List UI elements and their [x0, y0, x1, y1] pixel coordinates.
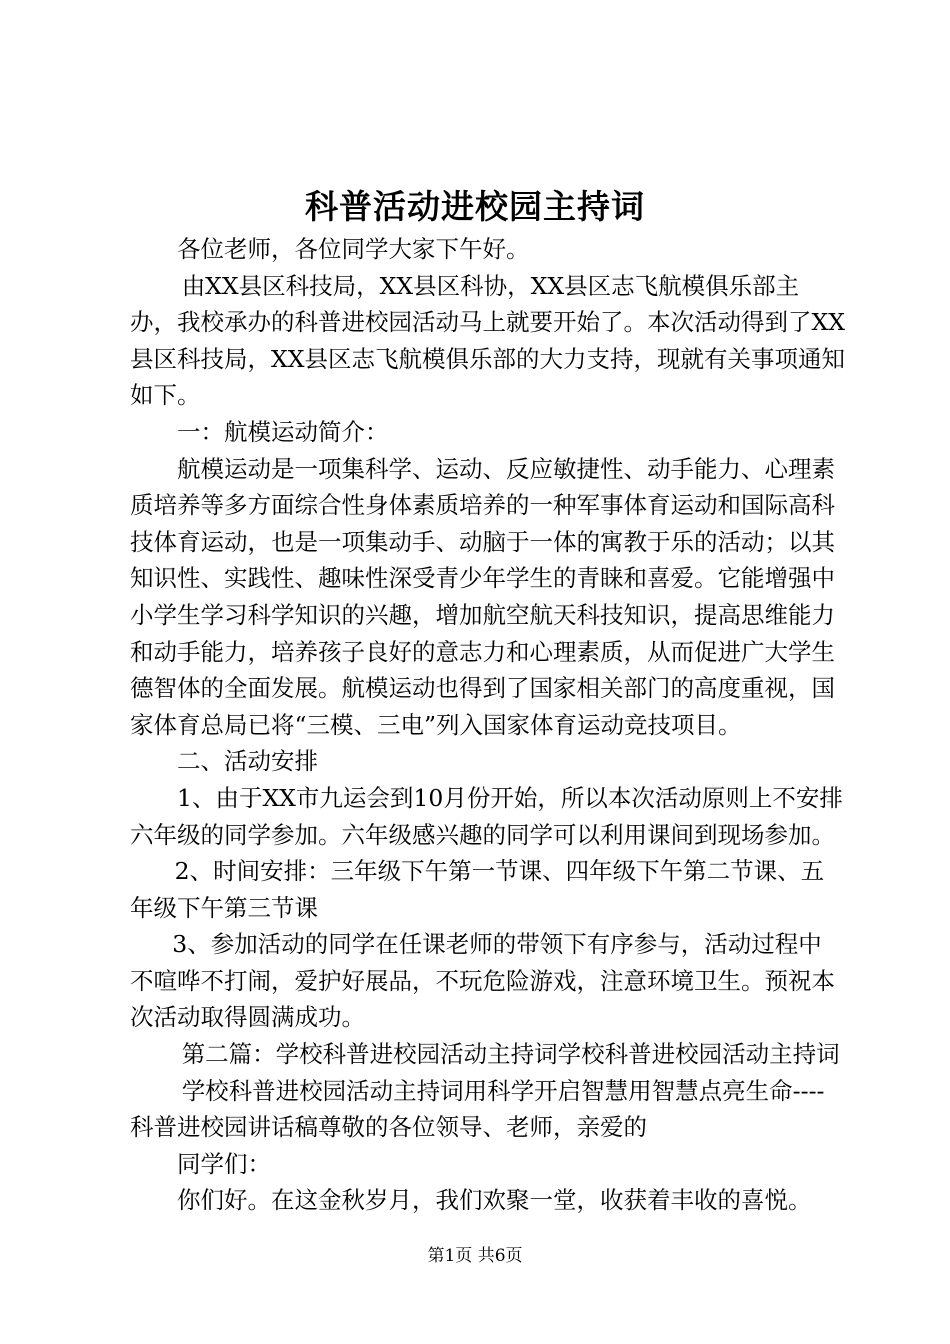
paragraph-part-two-heading: 第二篇：学校科普进校园活动主持词学校科普进校园活动主持词	[181, 1040, 840, 1069]
paragraph-speech-intro: 学校科普进校园活动主持词用科学开启智慧用智慧点亮生命----科普进校园讲话稿尊敬的各位领导、老师，亲爱的	[130, 1076, 825, 1142]
paragraph-arrangement-1: 1、由于XX市九运会到10月份开始，所以本次活动原则上不安排六年级的同学参加。六年级感兴趣的同学可以利用课间到现场参加。	[130, 783, 843, 849]
paragraph-salutation: 同学们：	[177, 1149, 271, 1178]
section-heading-2: 二、活动安排	[177, 747, 318, 776]
paragraph-aeromodel-intro: 航模运动是一项集科学、运动、反应敏捷性、动手能力、心理素质培养等多方面综合性身体素质培养的一种军事体育运动和国际高科技体育运动，也是一项集动手、动脑于一体的寓教于乐的活动；以其知识性、实践性、趣味性深受青少年学生的青睐和喜爱。它能增强中小学生学习科学知识的兴趣，增加航空航天科技知识，提高思维能力和动手能力，培养孩子良好的意志力和心理素质，从而促进广大学生德智体的全面发展。航模运动也得到了国家相关部门的高度重视，国家体育总局已将“三模、三电”列入国家体育运动竞技项目。	[130, 454, 835, 739]
page-footer: 第1页 共6页	[427, 1246, 523, 1266]
section-heading-1: 一：航模运动简介：	[177, 417, 389, 446]
paragraph-intro: 由XX县区科技局，XX县区科协，XX县区志飞航模俱乐部主办，我校承办的科普进校园活动马上就要开始了。本次活动得到了XX县区科技局，XX县区志飞航模俱乐部的大力支持，现就有关事项通知如下。	[130, 271, 845, 410]
document-body	[130, 231, 845, 1219]
paragraph-opening: 你们好。在这金秋岁月，我们欢聚一堂，收获着丰收的喜悦。	[177, 1186, 812, 1215]
document-title: 科普活动进校园主持词	[305, 187, 645, 226]
paragraph-arrangement-3: 3、参加活动的同学在任课老师的带领下有序参与，活动过程中不喧哗不打闹，爱护好展品，不玩危险游戏，注意环境卫生。预祝本次活动取得圆满成功。	[130, 930, 835, 1032]
paragraph-arrangement-2: 2、时间安排：三年级下午第一节课、四年级下午第二节课、五年级下午第三节课	[130, 857, 825, 922]
paragraph-greeting: 各位老师，各位同学大家下午好。	[177, 235, 530, 263]
